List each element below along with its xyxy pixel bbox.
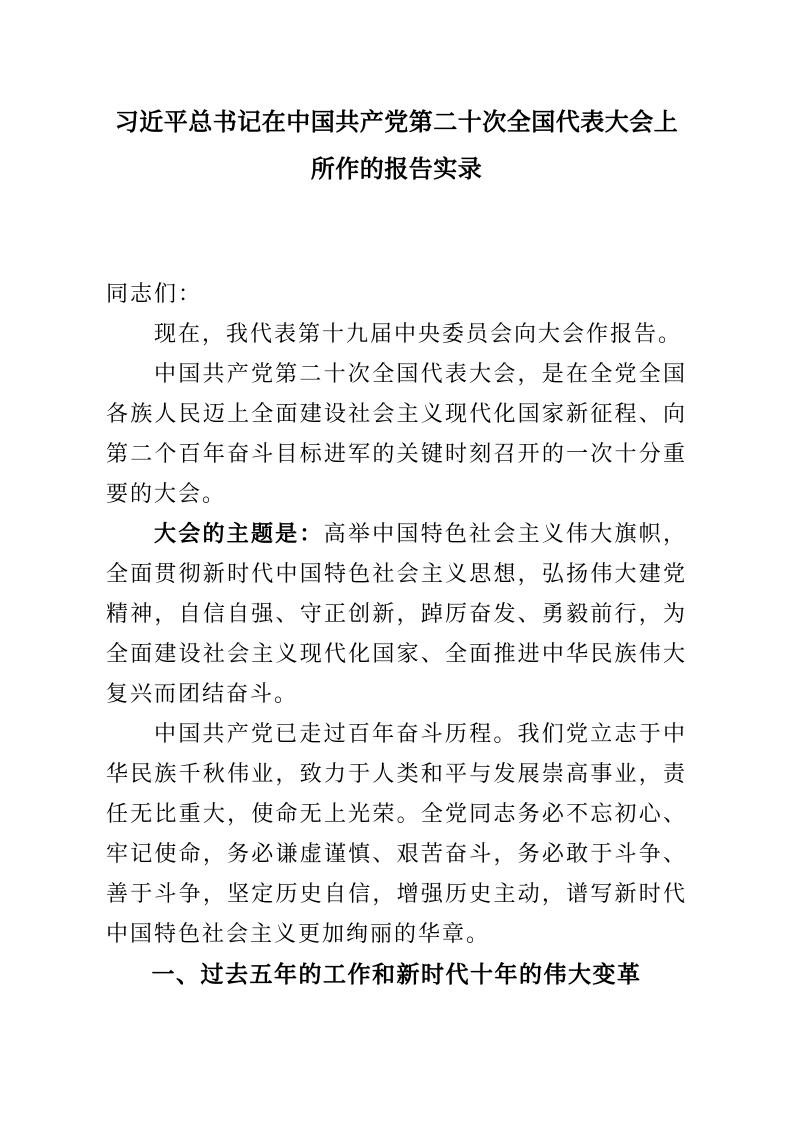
paragraph-lead-bold: 大会的主题是： <box>154 521 324 546</box>
paragraph-report-intro: 现在，我代表第十九届中央委员会向大会作报告。 <box>154 321 683 346</box>
document-title: 习近平总书记在中国共产党第二十次全国代表大会上所作的报告实录 <box>114 110 679 183</box>
salutation: 同志们： <box>106 281 203 306</box>
paragraph-congress-significance: 中国共产党第二十次全国代表大会，是在全党全国各族人民迈上全面建设社会主义现代化国家新征程、向第二个百年奋斗目标进军的关键时刻召开的一次十分重要的大会。 <box>106 361 687 506</box>
document-body <box>106 274 687 994</box>
paragraph-congress-theme <box>106 514 687 714</box>
section-heading: 一、过去五年的工作和新时代十年的伟大变革 <box>151 961 642 987</box>
paragraph-party-mission: 中国共产党已走过百年奋斗历程。我们党立志于中华民族千秋伟业，致力于人类和平与发展崇高事业，责任无比重大，使命无上光荣。全党同志务必不忘初心、牢记使命，务必谦虚谨慎、艰苦奋斗，务必敢于斗争、善于斗争，坚定历史自信，增强历史主动，谱写新时代中国特色社会主义更加绚丽的华章。 <box>106 721 687 946</box>
paragraph-theme-text: 高举中国特色社会主义伟大旗帜，全面贯彻新时代中国特色社会主义思想，弘扬伟大建党精神，自信自强、守正创新，踔厉奋发、勇毅前行，为全面建设社会主义现代化国家、全面推进中华民族伟大复兴而团结奋斗。 <box>106 521 687 706</box>
